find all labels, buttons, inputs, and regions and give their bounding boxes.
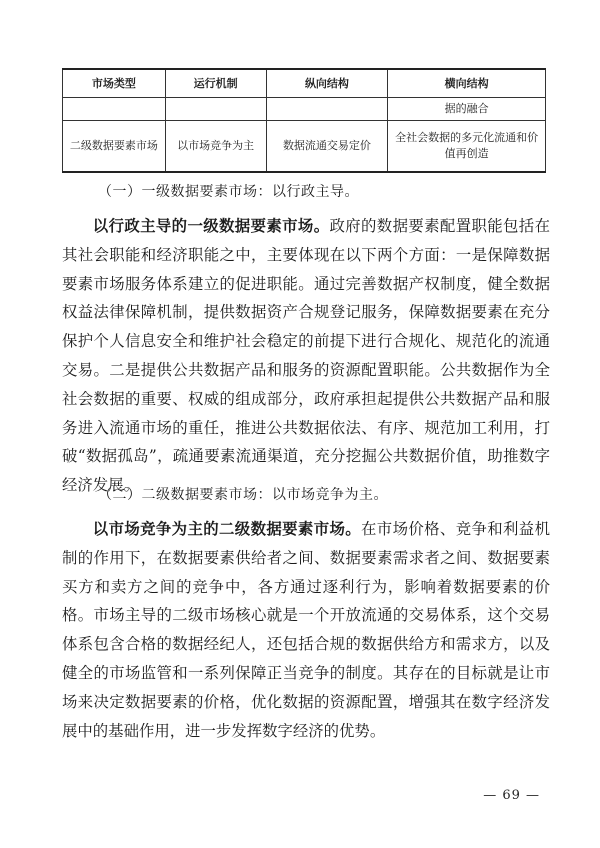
header-horizontal-structure: 横向结构 (388, 69, 546, 98)
table-row (63, 121, 546, 173)
table-cell (165, 98, 266, 121)
table-header-row (63, 69, 546, 98)
table-cell: 全社会数据的多元化流通和价值再创造 (388, 121, 546, 173)
table-cell (266, 98, 388, 121)
section-paragraph (62, 515, 550, 745)
table-cell: 以市场竞争为主 (165, 121, 266, 173)
page-number: — 69 — (483, 788, 540, 803)
section-paragraph (62, 212, 550, 500)
table-cell: 数据流通交易定价 (266, 121, 388, 173)
header-vertical-structure: 纵向结构 (266, 69, 388, 98)
header-mechanism: 运行机制 (165, 69, 266, 98)
section-heading: （一）一级数据要素市场：以行政主导。 (98, 184, 359, 200)
header-market-type: 市场类型 (63, 69, 166, 98)
section-heading: （二）二级数据要素市场：以市场竞争为主。 (98, 487, 388, 503)
market-structure-table (62, 68, 546, 173)
paragraph-lead: 以市场竞争为主的二级数据要素市场。 (92, 520, 362, 538)
table-row (63, 98, 546, 121)
table-cell (63, 98, 166, 121)
paragraph-body: 在市场价格、竞争和利益机制的作用下，在数据要素供给者之间、数据要素需求者之间、数据要素买方和卖方之间的竞争中，各方通过逐利行为，影响着数据要素的价格。市场主导的二级市场核心就是一个开放流通的交易体系，这个交易体系包含合格的数据经纪人，还包括合规的数据供给方和需求方，以及健全的市场监管和一系列保障正当竞争的制度。其存在的目标就是让市场来决定数据要素的价格，优化数据的资源配置，增强其在数字经济发展中的基础作用，进一步发挥数字经济的优势。 (62, 520, 550, 740)
paragraph-lead: 以行政主导的一级数据要素市场。 (92, 217, 330, 235)
table-cell: 据的融合 (388, 98, 546, 121)
table-cell: 二级数据要素市场 (63, 121, 166, 173)
paragraph-body: 政府的数据要素配置职能包括在其社会职能和经济职能之中，主要体现在以下两个方面：一是保障数据要素市场服务体系建立的促进职能。通过完善数据产权制度，健全数据权益法律保障机制，提供数据资产合规登记服务，保障数据要素在充分保护个人信息安全和维护社会稳定的前提下进行合规化、规范化的流通交易。二是提供公共数据产品和服务的资源配置职能。公共数据作为全社会数据的重要、权威的组成部分，政府承担起提供公共数据产品和服务进入流通市场的重任，推进公共数据依法、有序、规范加工利用，打破“数据孤岛”，疏通要素流通渠道，充分挖掘公共数据价值，助推数字经济发展。 (62, 217, 550, 495)
